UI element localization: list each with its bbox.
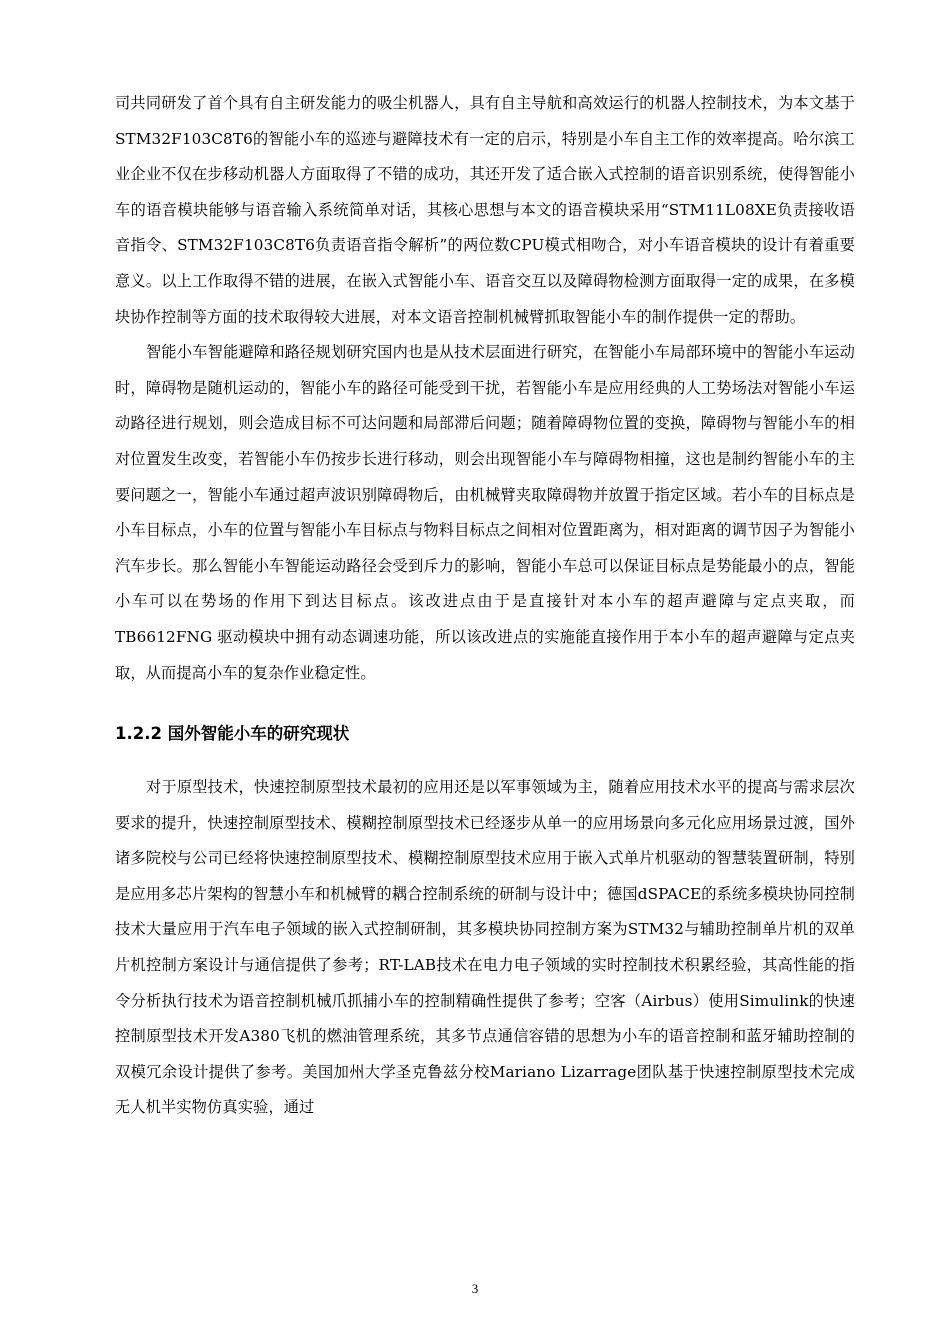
paragraph-obstacle-avoidance: 智能小车智能避障和路径规划研究国内也是从技术层面进行研究，在智能小车局部环境中的智能小车运动时，障碍物是随机运动的，智能小车的路径可能受到干扰，若智能小车是应用经典的人工势场法对智能小车运动路径进行规划，则会造成目标不可达问题和局部滞后问题；随着障碍物位置的变换，障碍物与智能小车的相对位置发生改变，若智能小车仍按步长进行移动，则会出现智能小车与障碍物相撞，这也是制约智能小车的主要问题之一，智能小车通过超声波识别障碍物后，由机械臂夹取障碍物并放置于指定区域。若小车的目标点是小车目标点，小车的位置与智能小车目标点与物料目标点之间相对位置距离为，相对距离的调节因子为智能小汽车步长。那么智能小车智能运动路径会受到斥力的影响，智能小车总可以保证目标点是势能最小的点，智能小车可以在势场的作用下到达目标点。该改进点由于是直接针对本小车的超声避障与定点夹取，而 TB6612FNG 驱动模块中拥有动态调速功能，所以该改进点的实施能直接作用于本小车的超声避障与定点夹取，从而提高小车的复杂作业稳定性。 [115, 343, 855, 682]
paragraph-foreign-research: 对于原型技术，快速控制原型技术最初的应用还是以军事领域为主，随着应用技术水平的提高与需求层次要求的提升，快速控制原型技术、模糊控制原型技术已经逐步从单一的应用场景向多元化应用场景过渡，国外诸多院校与公司已经将快速控制原型技术、模糊控制原型技术应用于嵌入式单片机驱动的智慧装置研制，特别是应用多芯片架构的智慧小车和机械臂的耦合控制系统的研制与设计中；德国dSPACE的系统多模块协同控制技术大量应用于汽车电子领域的嵌入式控制研制，其多模块协同控制方案为STM32与辅助控制单片机的双单片机控制方案设计与通信提供了参考；RT-LAB技术在电力电子领域的实时控制技术积累经验，其高性能的指令分析执行技术为语音控制机械爪抓捕小车的控制精确性提供了参考；空客（Airbus）使用Simulink的快速控制原型技术开发A380飞机的燃油管理系统，其多节点通信容错的思想为小车的语音控制和蓝牙辅助控制的双模冗余设计提供了参考。美国加州大学圣克鲁兹分校Mariano Lizarrage团队基于快速控制原型技术完成无人机半实物仿真实验，通过 [115, 778, 855, 1117]
page-number: 3 [471, 1281, 479, 1296]
document-page [115, 86, 855, 1126]
paragraph-domestic-research: 司共同研发了首个具有自主研发能力的吸尘机器人，具有自主导航和高效运行的机器人控制技术，为本文基于STM32F103C8T6的智能小车的巡迹与避障技术有一定的启示，特别是小车自主工作的效率提高。哈尔滨工业企业不仅在步移动机器人方面取得了不错的成功，其还开发了适合嵌入式控制的语音识别系统，使得智能小车的语音模块能够与语音输入系统简单对话，其核心思想与本文的语音模块采用“STM11L08XE负责接收语音指令、STM32F103C8T6负责语音指令解析”的两位数CPU模式相吻合，对小车语音模块的设计有着重要意义。以上工作取得不错的进展，在嵌入式智能小车、语音交互以及障碍物检测方面取得一定的成果，在多模块协作控制等方面的技术取得较大进展，对本文语音控制机械臂抓取智能小车的制作提供一定的帮助。 [115, 94, 855, 326]
section-heading: 1.2.2 国外智能小车的研究现状 [115, 724, 350, 744]
